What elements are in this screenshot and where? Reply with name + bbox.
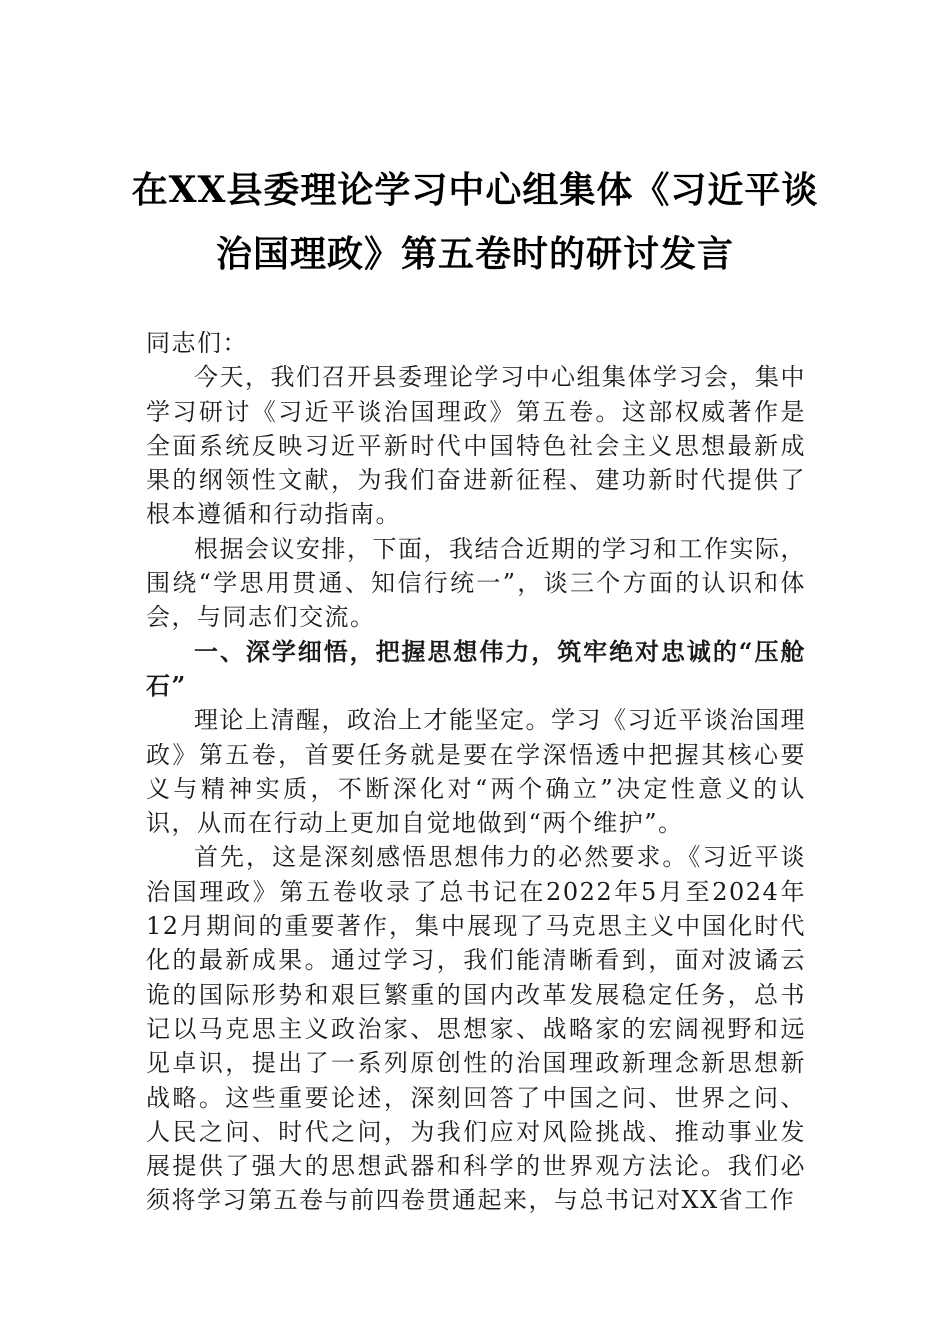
title-line-1: 在XX县委理论学习中心组集体《习近平谈 — [131, 169, 819, 211]
section1-paragraph-1: 理论上清醒，政治上才能坚定。学习《习近平谈治国理政》第五卷，首要任务就是要在学深悟透中把握其核心要义与精神实质，不断深化对“两个确立”决定性意义的认识，从而在行动上更加自觉地做到“两个维护”。 — [146, 706, 806, 838]
section1-paragraph-2: 首先，这是深刻感悟思想伟力的必然要求。《习近平谈治国理政》第五卷收录了总书记在2022年5月至2024年12月期间的重要著作，集中展现了马克思主义中国化时代化的最新成果。通过学习，我们能清晰看到，面对波谲云诡的国际形势和艰巨繁重的国内改革发展稳定任务，总书记以马克思主义政治家、思想家、战略家的宏阔视野和远见卓识，提出了一系列原创性的治国理政新理念新思想新战略。这些重要论述，深刻回答了中国之问、世界之问、人民之问、时代之问，为我们应对风险挑战、推动事业发展提供了强大的思想武器和科学的世界观方法论。我们必须将学习第五卷与前四卷贯通起来，与总书记对XX省工作 — [146, 843, 806, 1215]
section-heading-1: 一、深学细悟，把握思想伟力，筑牢绝对忠诚的“压舱石” — [146, 636, 806, 700]
salutation: 同志们： — [146, 329, 248, 357]
paragraph-opening: 今天，我们召开县委理论学习中心组集体学习会，集中学习研讨《习近平谈治国理政》第五卷。这部权威著作是全面系统反映习近平新时代中国特色社会主义思想最新成果的纲领性文献，为我们奋进新征程、建功新时代提供了根本遵循和行动指南。 — [146, 363, 806, 529]
document-title — [130, 158, 820, 286]
document-body — [146, 326, 806, 1218]
paragraph-arrangement: 根据会议安排，下面，我结合近期的学习和工作实际，围绕“学思用贯通、知信行统一”，谈三个方面的认识和体会，与同志们交流。 — [146, 534, 806, 632]
title-line-2: 治国理政》第五卷时的研讨发言 — [215, 233, 734, 275]
